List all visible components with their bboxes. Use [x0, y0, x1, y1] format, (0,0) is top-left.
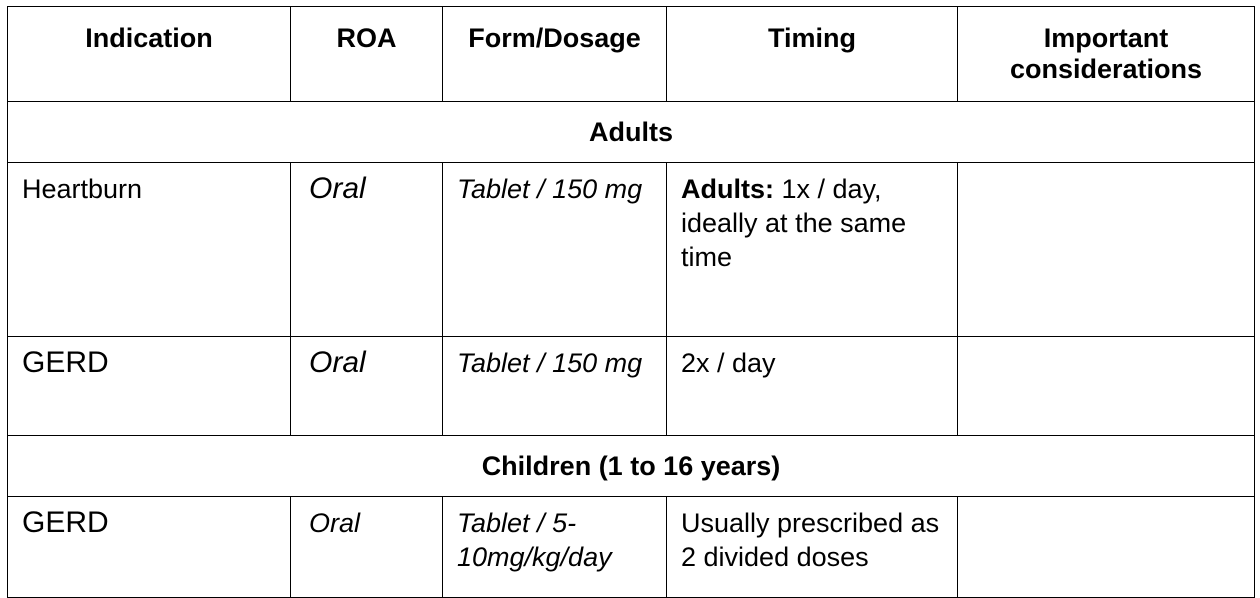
timing-cell: Usually prescribed as 2 divided doses [667, 497, 958, 598]
header-important-considerations: Important considerations [958, 7, 1255, 102]
table-row [8, 337, 1255, 436]
indication-cell: GERD [8, 497, 291, 598]
form-dosage-cell: Tablet / 150 mg [443, 337, 667, 436]
indication-cell: GERD [8, 337, 291, 436]
indication-cell: Heartburn [8, 163, 291, 337]
form-dosage-cell: Tablet / 150 mg [443, 163, 667, 337]
header-row [8, 7, 1255, 102]
considerations-cell [958, 337, 1255, 436]
header-timing: Timing [667, 7, 958, 102]
timing-cell: 2x / day [667, 337, 958, 436]
section-title-adults: Adults [8, 102, 1255, 163]
table-row [8, 163, 1255, 337]
header-roa: ROA [291, 7, 443, 102]
roa-cell: Oral [291, 163, 443, 337]
form-dosage-cell: Tablet / 5-10mg/kg/day [443, 497, 667, 598]
considerations-cell [958, 497, 1255, 598]
section-row-adults [8, 102, 1255, 163]
roa-cell: Oral [291, 497, 443, 598]
table-row [8, 497, 1255, 598]
considerations-cell [958, 163, 1255, 337]
header-form-dosage: Form/Dosage [443, 7, 667, 102]
roa-cell: Oral [291, 337, 443, 436]
section-row-children [8, 436, 1255, 497]
dosage-table [7, 6, 1255, 598]
timing-text: 1x / day, ideally at the same time [681, 174, 907, 272]
timing-cell [667, 163, 958, 337]
timing-prefix: Adults: [681, 174, 774, 204]
section-title-children: Children (1 to 16 years) [8, 436, 1255, 497]
header-indication: Indication [8, 7, 291, 102]
